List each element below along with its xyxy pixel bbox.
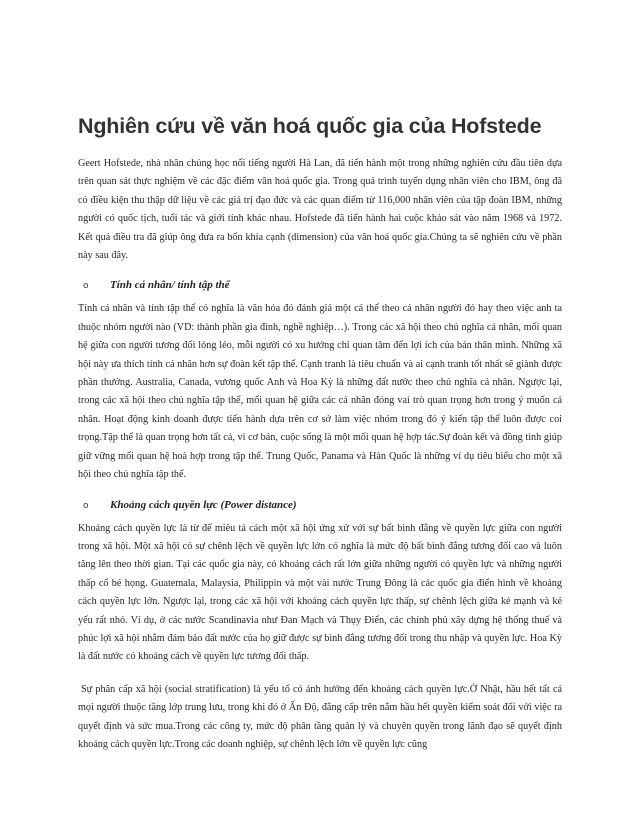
document-page (78, 112, 562, 754)
page-title: Nghiên cứu về văn hoá quốc gia của Hofstede (78, 114, 542, 138)
section-heading (78, 279, 562, 299)
section-title: Khoảng cách quyền lực (Power distance) (110, 498, 297, 511)
section-body: Khoảng cách quyền lực là từ để miêu tả cách một xã hội ứng xử với sự bất bình đẳng về quyền lực giữa con người trong xã hội. Một xã hội có sự chênh lệch về quyền lực lớn có nghĩa là mức độ bất bình đẳng tương đối cao và luôn tăng lên theo thời gian. Tại các quốc gia này, có khoảng cách rất lớn giữa những người có quyền lực và những người thấp cổ bé họng. Guatemala, Malaysia, Philippin và một vài nước Trung Đông là các quốc gia điển hình về khoảng cách quyền lực lớn. Ngược lại, trong các xã hội với khoảng cách quyền lực thấp, sự chênh lệch giữa kẻ mạnh và kẻ yếu rất nhỏ. Ví dụ, ở các nước Scandinavia như Đan Mạch và Thụy Điển, các chính phủ xây dựng hệ thống thuế và phúc lợi xã hội nhằm đảm bảo đất nước của họ giữ được sự bình đẳng tương đối trong thu nhập và quyền lực. Hoa Kỳ là đất nước có khoảng cách về quyền lực tương đối thấp. (78, 522, 562, 663)
section-heading (78, 499, 562, 519)
section-title: Tính cá nhân/ tính tập thể (110, 279, 230, 292)
bullet-icon: o (83, 281, 89, 292)
intro-paragraph: Geert Hofstede, nhà nhân chủng học nổi tiếng người Hà Lan, đã tiến hành một trong những nghiên cứu đầu tiên dựa trên quan sát thực nghiệm về các đặc điểm văn hoá quốc gia. Trong quá trình tuyển dụng nhân viên cho IBM, ông đã có điều kiện thu thập dữ liệu về các giá trị đạo đức và các quan điểm từ 116,000 nhân viên của tập đoàn IBM, những người có quốc tịch, tuổi tác và giới tính khác nhau. Hofstede đã tiến hành hai cuộc khảo sát vào năm 1968 và 1972. Kết quả điều tra đã giúp ông đưa ra bốn khía cạnh (dimension) của văn hoá quốc gia.Chúng ta sẽ nghiên cứu về phần này sau đây. (78, 158, 562, 262)
section-power-distance (78, 499, 562, 667)
bullet-icon: o (83, 500, 89, 511)
section-body: Tính cá nhân và tính tập thể có nghĩa là văn hóa đó đánh giá một cá thể theo cá nhân người đó hay theo việc anh ta thuộc nhóm người nào (VD: thành phần gia đình, nghề nghiệp…). Trong các xã hội theo chủ nghĩa cá nhân, mối quan hệ giữa con người tương đối lỏng lẻo, mỗi người có xu hướng chỉ quan tâm đến lợi ích của bản thân mình. Những xã hội này ưa thích tính cá nhân hơn sự đoàn kết tập thể. Cạnh tranh là tiêu chuẩn và ai cạnh tranh tốt nhất sẽ giành được phần thưởng. Australia, Canada, vương quốc Anh và Hoa Kỳ là những đất nước theo chủ nghĩa cá nhân. Ngược lại, trong các xã hội theo chủ nghĩa tập thể, mối quan hệ giữa các cá nhân đóng vai trò quan trọng hơn trong ý muốn cá nhân. Hoạt động kinh doanh được tiến hành dựa trên cơ sở làm việc nhóm trong đó ý kiến tập thể luôn được coi trọng.Tập thể là quan trọng hơn tất cả, vì cơ bản, cuộc sống là một mối quan hệ hợp tác.Sự đoàn kết và đồng tình giúp giữ vững mối quan hệ hoà hợp trong tập thể. Trung Quốc, Panama và Hàn Quốc là những ví dụ tiêu biểu cho một xã hội theo chủ nghĩa tập thể. (78, 303, 562, 481)
section-individualism (78, 279, 562, 484)
closing-paragraph: Sự phân cấp xã hội (social stratification) là yếu tố có ảnh hưởng đến khoảng cách quyền lực.Ở Nhật, hầu hết tất cả mọi người thuộc tầng lớp trung lưu, trong khi đó ở Ấn Độ, đẳng cấp trên nắm hầu hết quyền kiểm soát đối với việc ra quyết định và sức mua.Trong các công ty, mức độ phân tầng quản lý và chuyên quyền trong lãnh đạo sẽ quyết định khoảng cách quyền lực.Trong các doanh nghiệp, sự chênh lệch lớn về quyền lực cũng (78, 683, 562, 750)
